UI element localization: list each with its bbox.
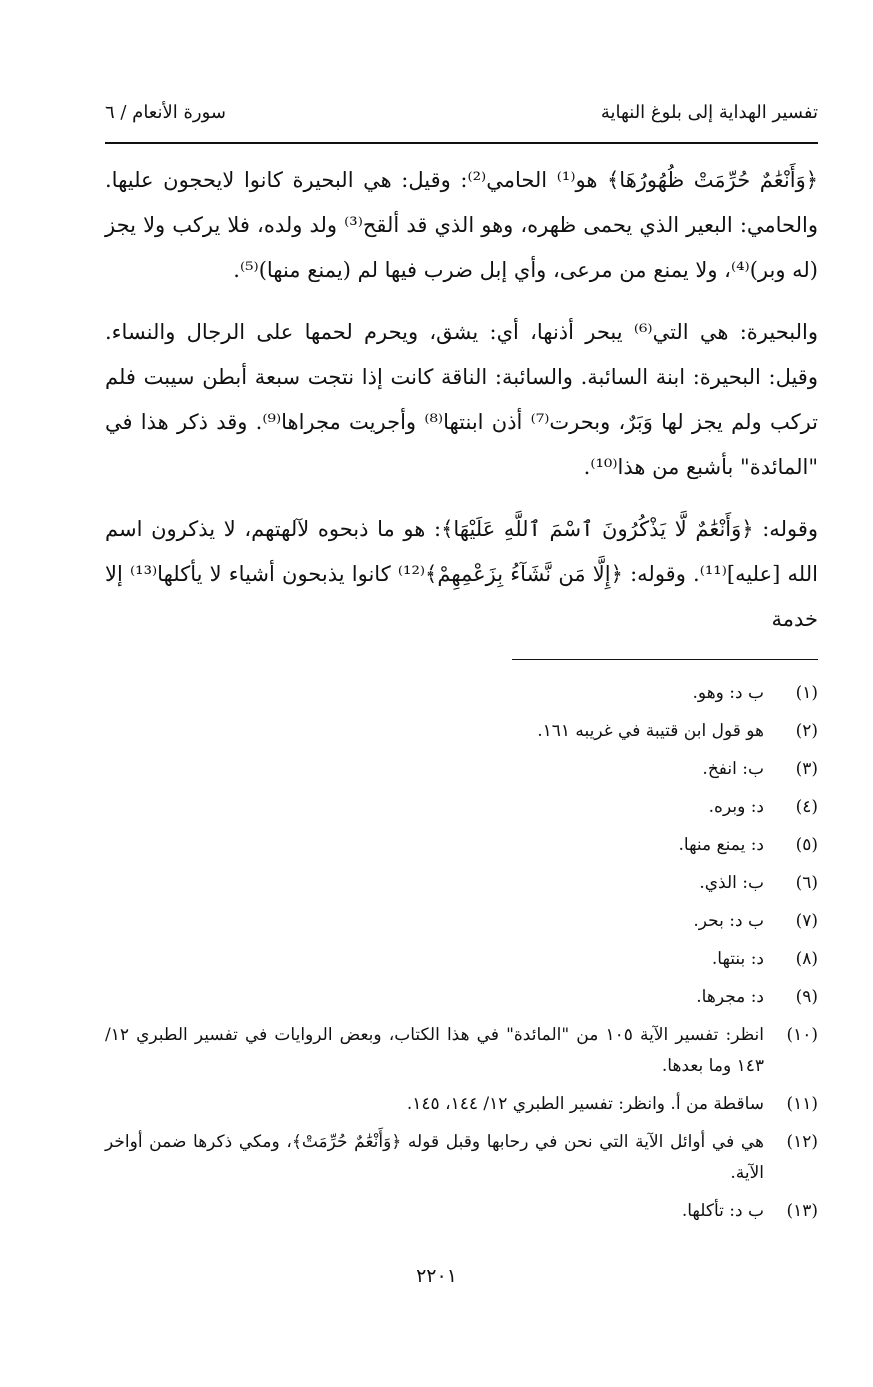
footnotes: [105, 678, 818, 1234]
footnote-text: هو قول ابن قتيبة في غريبه ١٦١.: [537, 721, 764, 741]
footnote-number: (٥): [795, 835, 818, 855]
footnote-text: د: بنتها.: [711, 949, 764, 969]
footnote-rule: [512, 659, 818, 660]
surah-label: سورة الأنعام / ٦: [105, 102, 226, 123]
footnote-text: د: وبره.: [708, 797, 764, 817]
footnote-text: هي في أوائل الآية التي نحن في رحابها وقبل قوله ﴿وَأَنْعَٰمٌ حُرِّمَتْ﴾، ومكي ذكرها ضمن أواخر الآية.: [105, 1132, 764, 1183]
book-title: تفسير الهداية إلى بلوغ النهاية: [600, 102, 818, 123]
footnote-number: (٣): [795, 759, 818, 779]
footnote-text: د: مجرها.: [696, 987, 764, 1007]
footnote-number: (١): [795, 683, 818, 703]
header-rule: [105, 142, 818, 144]
paragraph-1: ﴿وَأَنْعَٰمٌ حُرِّمَتْ ظُهُورُهَا﴾ هو⁽¹⁾ الحامي⁽²⁾: وقيل: هي البحيرة كانوا لايحجون عليها. والحامي: البعير الذي يحمى ظهره، وهو الذي قد ألقح⁽³⁾ ولد ولده، فلا يركب ولا يجز (له وبر)⁽⁴⁾، ولا يمنع من مرعى، وأي إبل ضرب فيها لم (يمنع منها)⁽⁵⁾.: [105, 168, 819, 282]
footnote-text: ب د: بحر.: [693, 911, 764, 931]
footnote: [105, 1196, 818, 1227]
footnote-number: (٢): [795, 721, 818, 741]
footnote-number: (١٢): [786, 1132, 818, 1152]
footnote-text: انظر: تفسير الآية ١٠٥ من "المائدة" في هذا الكتاب، وبعض الروايات في تفسير الطبري ١٢/ ١٤٣ وما بعدها.: [105, 1025, 764, 1076]
footnote: [105, 1020, 818, 1082]
footnote-text: ب: انفخ.: [702, 759, 764, 779]
footnote-text: ب د: تأكلها.: [681, 1201, 764, 1221]
footnote-text: ب د: وهو.: [692, 683, 764, 703]
footnote: [105, 982, 818, 1013]
footnote: [105, 944, 818, 975]
footnote-text: ب: الذي.: [699, 873, 764, 893]
footnote: [105, 906, 818, 937]
footnote-number: (١١): [786, 1094, 818, 1114]
footnote: [105, 716, 818, 747]
footnote-text: د: يمنع منها.: [678, 835, 764, 855]
running-header: [105, 102, 818, 132]
paragraph-3: وقوله: ﴿وَأَنْعَٰمٌ لَّا يَذْكُرُونَ ٱسْمَ ٱللَّهِ عَلَيْهَا﴾: هو ما ذبحوه لآلهتهم، لا يذكرون اسم الله [عليه]⁽¹¹⁾. وقوله: ﴿إِلَّا مَن نَّشَآءُ بِزَعْمِهِمْ﴾⁽¹²⁾ كانوا يذبحون أشياء لا يأكلها⁽¹³⁾ إلا خدمة: [105, 517, 818, 631]
page-number: ٢٢٠١: [416, 1265, 457, 1287]
footnote-number: (٧): [795, 911, 818, 931]
footnote: [105, 678, 818, 709]
footnote-number: (١٠): [786, 1025, 818, 1045]
footnote: [105, 830, 818, 861]
footnote-number: (٦): [795, 873, 818, 893]
footnote-text: ساقطة من أ. وانظر: تفسير الطبري ١٢/ ١٤٤، ١٤٥.: [406, 1094, 764, 1114]
footnote-number: (١٣): [786, 1201, 818, 1221]
main-text: [105, 158, 818, 659]
footnote-number: (٨): [795, 949, 818, 969]
footnote-number: (٩): [795, 987, 818, 1007]
footnote-number: (٤): [795, 797, 818, 817]
footnote: [105, 792, 818, 823]
footnote: [105, 868, 818, 899]
footnote: [105, 1127, 818, 1189]
paragraph-2: والبحيرة: هي التي⁽⁶⁾ يبحر أذنها، أي: يشق، ويحرم لحمها على الرجال والنساء. وقيل: البحيرة: ابنة السائبة. والسائبة: الناقة كانت إذا نتجت سبعة أبطن سيبت فلم تركب ولم يجز لها وَبَرٌ، وبحرت⁽⁷⁾ أذن ابنتها⁽⁸⁾ وأجريت مجراها⁽⁹⁾. وقد ذكر هذا في "المائدة" بأشبع من هذا⁽¹⁰⁾.: [105, 320, 818, 479]
footnote: [105, 1089, 818, 1120]
footnote: [105, 754, 818, 785]
